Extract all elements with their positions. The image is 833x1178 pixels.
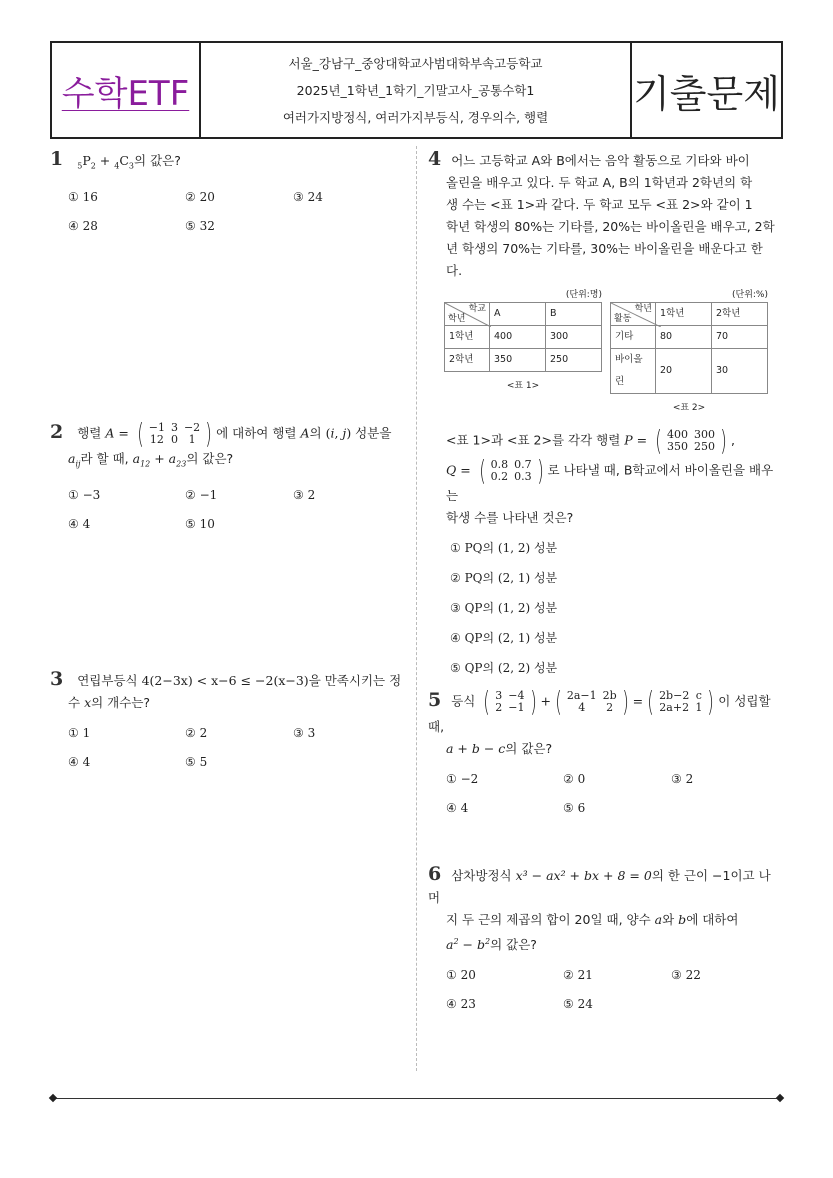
- choice-2[interactable]: ② 0: [563, 772, 586, 786]
- choice-5[interactable]: ⑤ 32: [185, 218, 215, 233]
- choice-5[interactable]: ⑤ 6: [563, 801, 586, 815]
- choice-1[interactable]: ① 16: [68, 189, 98, 204]
- question-4: 4 어느 고등학교 A와 B에서는 음악 활동으로 기타와 바이 올린을 배우고 있다. 두 학교 A, B의 1학년과 2학년의 학 생 수는 <표 1>과 같다. 두 학교 모두 <표 2>와 같이 1 학년 학생의 80%는 기타를, 20%는 바이올린을 배우고, 2학 년 학생의 70%는 기타를, 30%는 바이올린을 배운다고 한 다. (단위:명) 학교 학년 A B 1학년 400 300 2학년 350 250 <표 1> (단위:%) 학년 활동 1학년 2학년 기타 80 70 바이올린 20 30 <표 2> <표 1>과 <표 2>를 각각 행렬 P = ( 400 300 350 250 ) , Q = ( 0.8 0.7 0.2 0.3 ) 로 나타낼 때, B학교에서 바이올린을 배우는 학생 수를 나타낸 것은? ① PQ의 (1, 2) 성분 ② PQ의 (2, 1) 성분 ③ QP의 (1, 2) 성분 ④ QP의 (2, 1) 성분 ⑤ QP의 (2, 2) 성분: [428, 148, 778, 679]
- choice-4[interactable]: ④ 23: [446, 997, 476, 1012]
- question-number: 6: [428, 863, 442, 885]
- logo-cell: [52, 43, 201, 137]
- choice-1[interactable]: ① −3: [68, 487, 101, 502]
- question-number: 5: [428, 688, 442, 711]
- q2-choices: [50, 484, 410, 535]
- q5-choices: [428, 768, 778, 819]
- matrix-q: ( 0.8 0.7 0.2 0.3 ): [478, 454, 544, 487]
- choice-3[interactable]: ③ 3: [293, 726, 316, 740]
- choice-4[interactable]: ④ 4: [68, 516, 91, 531]
- choice-5[interactable]: ⑤ QP의 (2, 2) 성분: [450, 661, 558, 675]
- q4-choices: [428, 537, 778, 679]
- q6-choices: [428, 964, 778, 1015]
- choice-2[interactable]: ② −1: [185, 487, 218, 502]
- choice-2[interactable]: ② 2: [185, 726, 208, 740]
- q2-text: 행렬: [77, 425, 106, 441]
- matrix-m1: ( 3 −4 2 −1 ): [483, 685, 537, 718]
- choice-5[interactable]: ⑤ 10: [185, 516, 215, 531]
- exam-info: [201, 43, 632, 137]
- column-divider: [416, 146, 417, 1071]
- choice-3[interactable]: ③ 2: [293, 487, 316, 502]
- exam-topics: 여러가지방정식, 여러가지부등식, 경우의수, 행렬: [282, 110, 549, 126]
- footer-diamond-left: [49, 1094, 57, 1102]
- choice-3[interactable]: ③ QP의 (1, 2) 성분: [450, 601, 558, 615]
- matrix-m2: ( 2a−1 2b 4 2 ): [555, 685, 629, 718]
- choice-1[interactable]: ① PQ의 (1, 2) 성분: [450, 541, 558, 555]
- question-2: 2 행렬 A = ( −1 3 −2 12 0 1 ) 에 대하여 행렬 A의 (i, j) 성분을 $a_{ij}$라 할 때, $a_{12} + a_{23}$의 값은? ① −3 ② −1 ③ 2 ④ 4 ⑤ 10: [50, 420, 410, 535]
- choice-4[interactable]: ④ 4: [68, 755, 91, 769]
- question-number: 3: [50, 668, 64, 690]
- question-number: 2: [50, 420, 64, 443]
- choice-1[interactable]: ① 1: [68, 726, 91, 740]
- q6-equation: x³ − ax² + bx + 8 = 0: [515, 868, 652, 883]
- question-6: 6 삼차방정식 x³ − ax² + bx + 8 = 0의 한 근이 −1이고 나머 지 두 근의 제곱의 합이 20일 때, 양수 a와 b에 대하여 $a^2 - b^2$의 값은? ① 20 ② 21 ③ 22 ④ 23 ⑤ 24: [428, 863, 778, 1015]
- exam-header: [50, 41, 783, 139]
- choice-3[interactable]: ③ 22: [671, 968, 701, 983]
- q3-inequality: 4(2−3x) < x−6 ≤ −2(x−3): [141, 673, 309, 688]
- choice-4[interactable]: ④ QP의 (2, 1) 성분: [450, 631, 558, 645]
- matrix-p: ( 400 300 350 250 ): [655, 424, 727, 457]
- choice-2[interactable]: ② 20: [185, 189, 215, 204]
- choice-1[interactable]: ① 20: [446, 968, 476, 983]
- question-3: 3 연립부등식 4(2−3x) < x−6 ≤ −2(x−3)을 만족시키는 정 수 x의 개수는? ① 1 ② 2 ③ 3 ④ 4 ⑤ 5: [50, 668, 410, 773]
- matrix-a: ( −1 3 −2 12 0 1 ): [136, 417, 212, 450]
- choice-2[interactable]: ② 21: [563, 968, 593, 983]
- label-cell: [632, 43, 781, 137]
- choice-5[interactable]: ⑤ 24: [563, 997, 593, 1012]
- page-label: 기출문제: [633, 71, 780, 116]
- choice-2[interactable]: ② PQ의 (2, 1) 성분: [450, 571, 558, 585]
- q1-text: 의 값은?: [134, 153, 181, 168]
- q1-choices: [50, 186, 400, 237]
- footer-diamond-right: [776, 1094, 784, 1102]
- choice-1[interactable]: ① −2: [446, 772, 479, 786]
- question-1: [50, 148, 400, 237]
- q1-expression: $_5P_2 + _4C_3$: [77, 153, 135, 171]
- choice-4[interactable]: ④ 28: [68, 218, 98, 233]
- choice-5[interactable]: ⑤ 5: [185, 755, 208, 769]
- question-5: 5 등식 ( 3 −4 2 −1 ) + ( 2a−1 2b 4 2 ) = ( 2b−2 c 2a+2 1 ) 이 성립할 때, a + b − c의 값은? ① −2 ② 0 ③ 2 ④ 4 ⑤ 6: [428, 688, 778, 819]
- table-2: (단위:%) 학년 활동 1학년 2학년 기타 80 70 바이올린 20 30 <표 2>: [610, 288, 768, 419]
- question-number: 1: [50, 148, 64, 170]
- question-number: 4: [428, 148, 442, 170]
- exam-name: 2025년_1학년_1학기_기말고사_공통수학1: [296, 82, 535, 98]
- choice-3[interactable]: ③ 2: [671, 772, 694, 786]
- choice-3[interactable]: ③ 24: [293, 189, 323, 204]
- q3-choices: [50, 722, 410, 773]
- footer-line: [52, 1098, 780, 1099]
- logo: 수학ETF: [61, 73, 190, 114]
- matrix-m3: ( 2b−2 c 2a+2 1 ): [647, 685, 715, 718]
- school-name: 서울_강남구_중앙대학교사범대학부속고등학교: [288, 55, 543, 71]
- table-1: (단위:명) 학교 학년 A B 1학년 400 300 2학년 350 250 <표 1>: [444, 288, 602, 419]
- choice-4[interactable]: ④ 4: [446, 801, 469, 815]
